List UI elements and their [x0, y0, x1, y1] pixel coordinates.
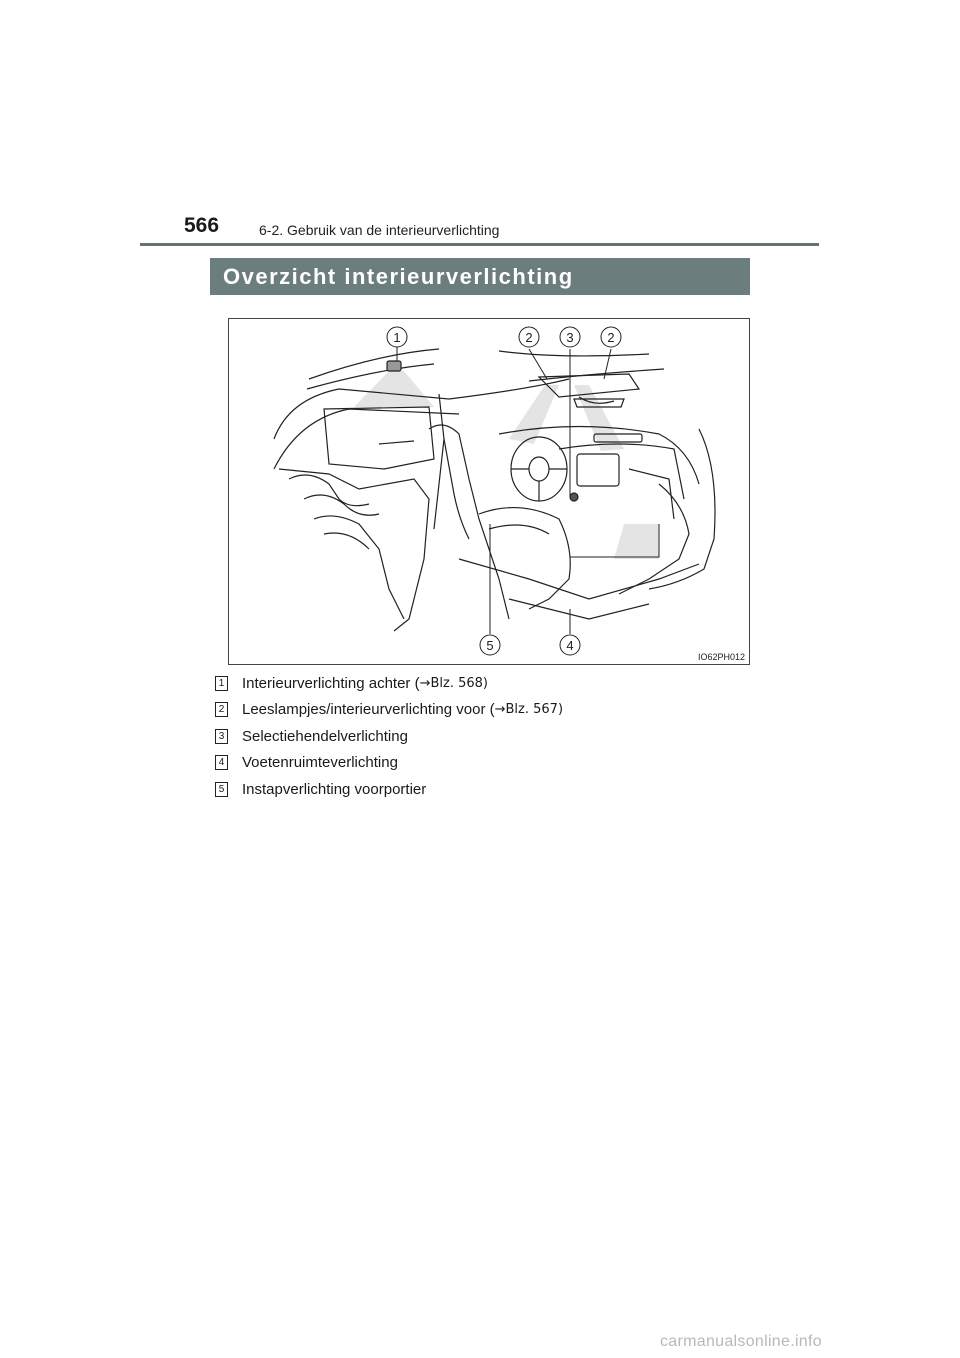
legend-number: 2 — [215, 702, 228, 717]
figure-code: IO62PH012 — [697, 652, 745, 662]
legend-number: 5 — [215, 782, 228, 797]
callout-2b-label: 2 — [607, 330, 615, 345]
legend-page-ref: →Blz. 567) — [494, 702, 564, 718]
footwell-light-cone — [614, 524, 659, 559]
page-title: Overzicht interieurverlichting — [210, 258, 750, 295]
watermark: carmanualsonline.info — [660, 1333, 822, 1350]
legend-number: 1 — [215, 676, 228, 691]
legend-number: 3 — [215, 729, 228, 744]
car-interior-drawing — [229, 319, 751, 666]
legend-list — [215, 670, 563, 803]
callout-2a-label: 2 — [525, 330, 533, 345]
legend-text: Interieurverlichting achter ( — [242, 674, 420, 692]
callout-1-label: 1 — [393, 330, 401, 345]
legend-item — [215, 723, 563, 750]
legend-item — [215, 750, 563, 777]
legend-item — [215, 670, 563, 697]
legend-text: Instapverlichting voorportier — [242, 780, 427, 798]
callout-3-label: 3 — [566, 330, 574, 345]
callout-5-label: 5 — [486, 638, 494, 653]
legend-text: Selectiehendelverlichting — [242, 727, 408, 745]
legend-text: Voetenruimteverlichting — [242, 754, 398, 772]
callout-4-label: 4 — [566, 638, 574, 653]
header-divider — [140, 243, 819, 246]
front-light-cone-left — [509, 385, 559, 444]
legend-page-ref: →Blz. 568) — [419, 675, 488, 691]
rear-light-cone — [354, 371, 434, 407]
legend-item — [215, 697, 563, 724]
legend-number: 4 — [215, 755, 228, 770]
legend-text: Leeslampjes/interieurverlichting voor ( — [242, 701, 495, 719]
page-number: 566 — [184, 214, 220, 237]
interior-illustration — [228, 318, 750, 665]
legend-item — [215, 776, 563, 803]
section-breadcrumb: 6-2. Gebruik van de interieurverlichting — [259, 222, 500, 238]
